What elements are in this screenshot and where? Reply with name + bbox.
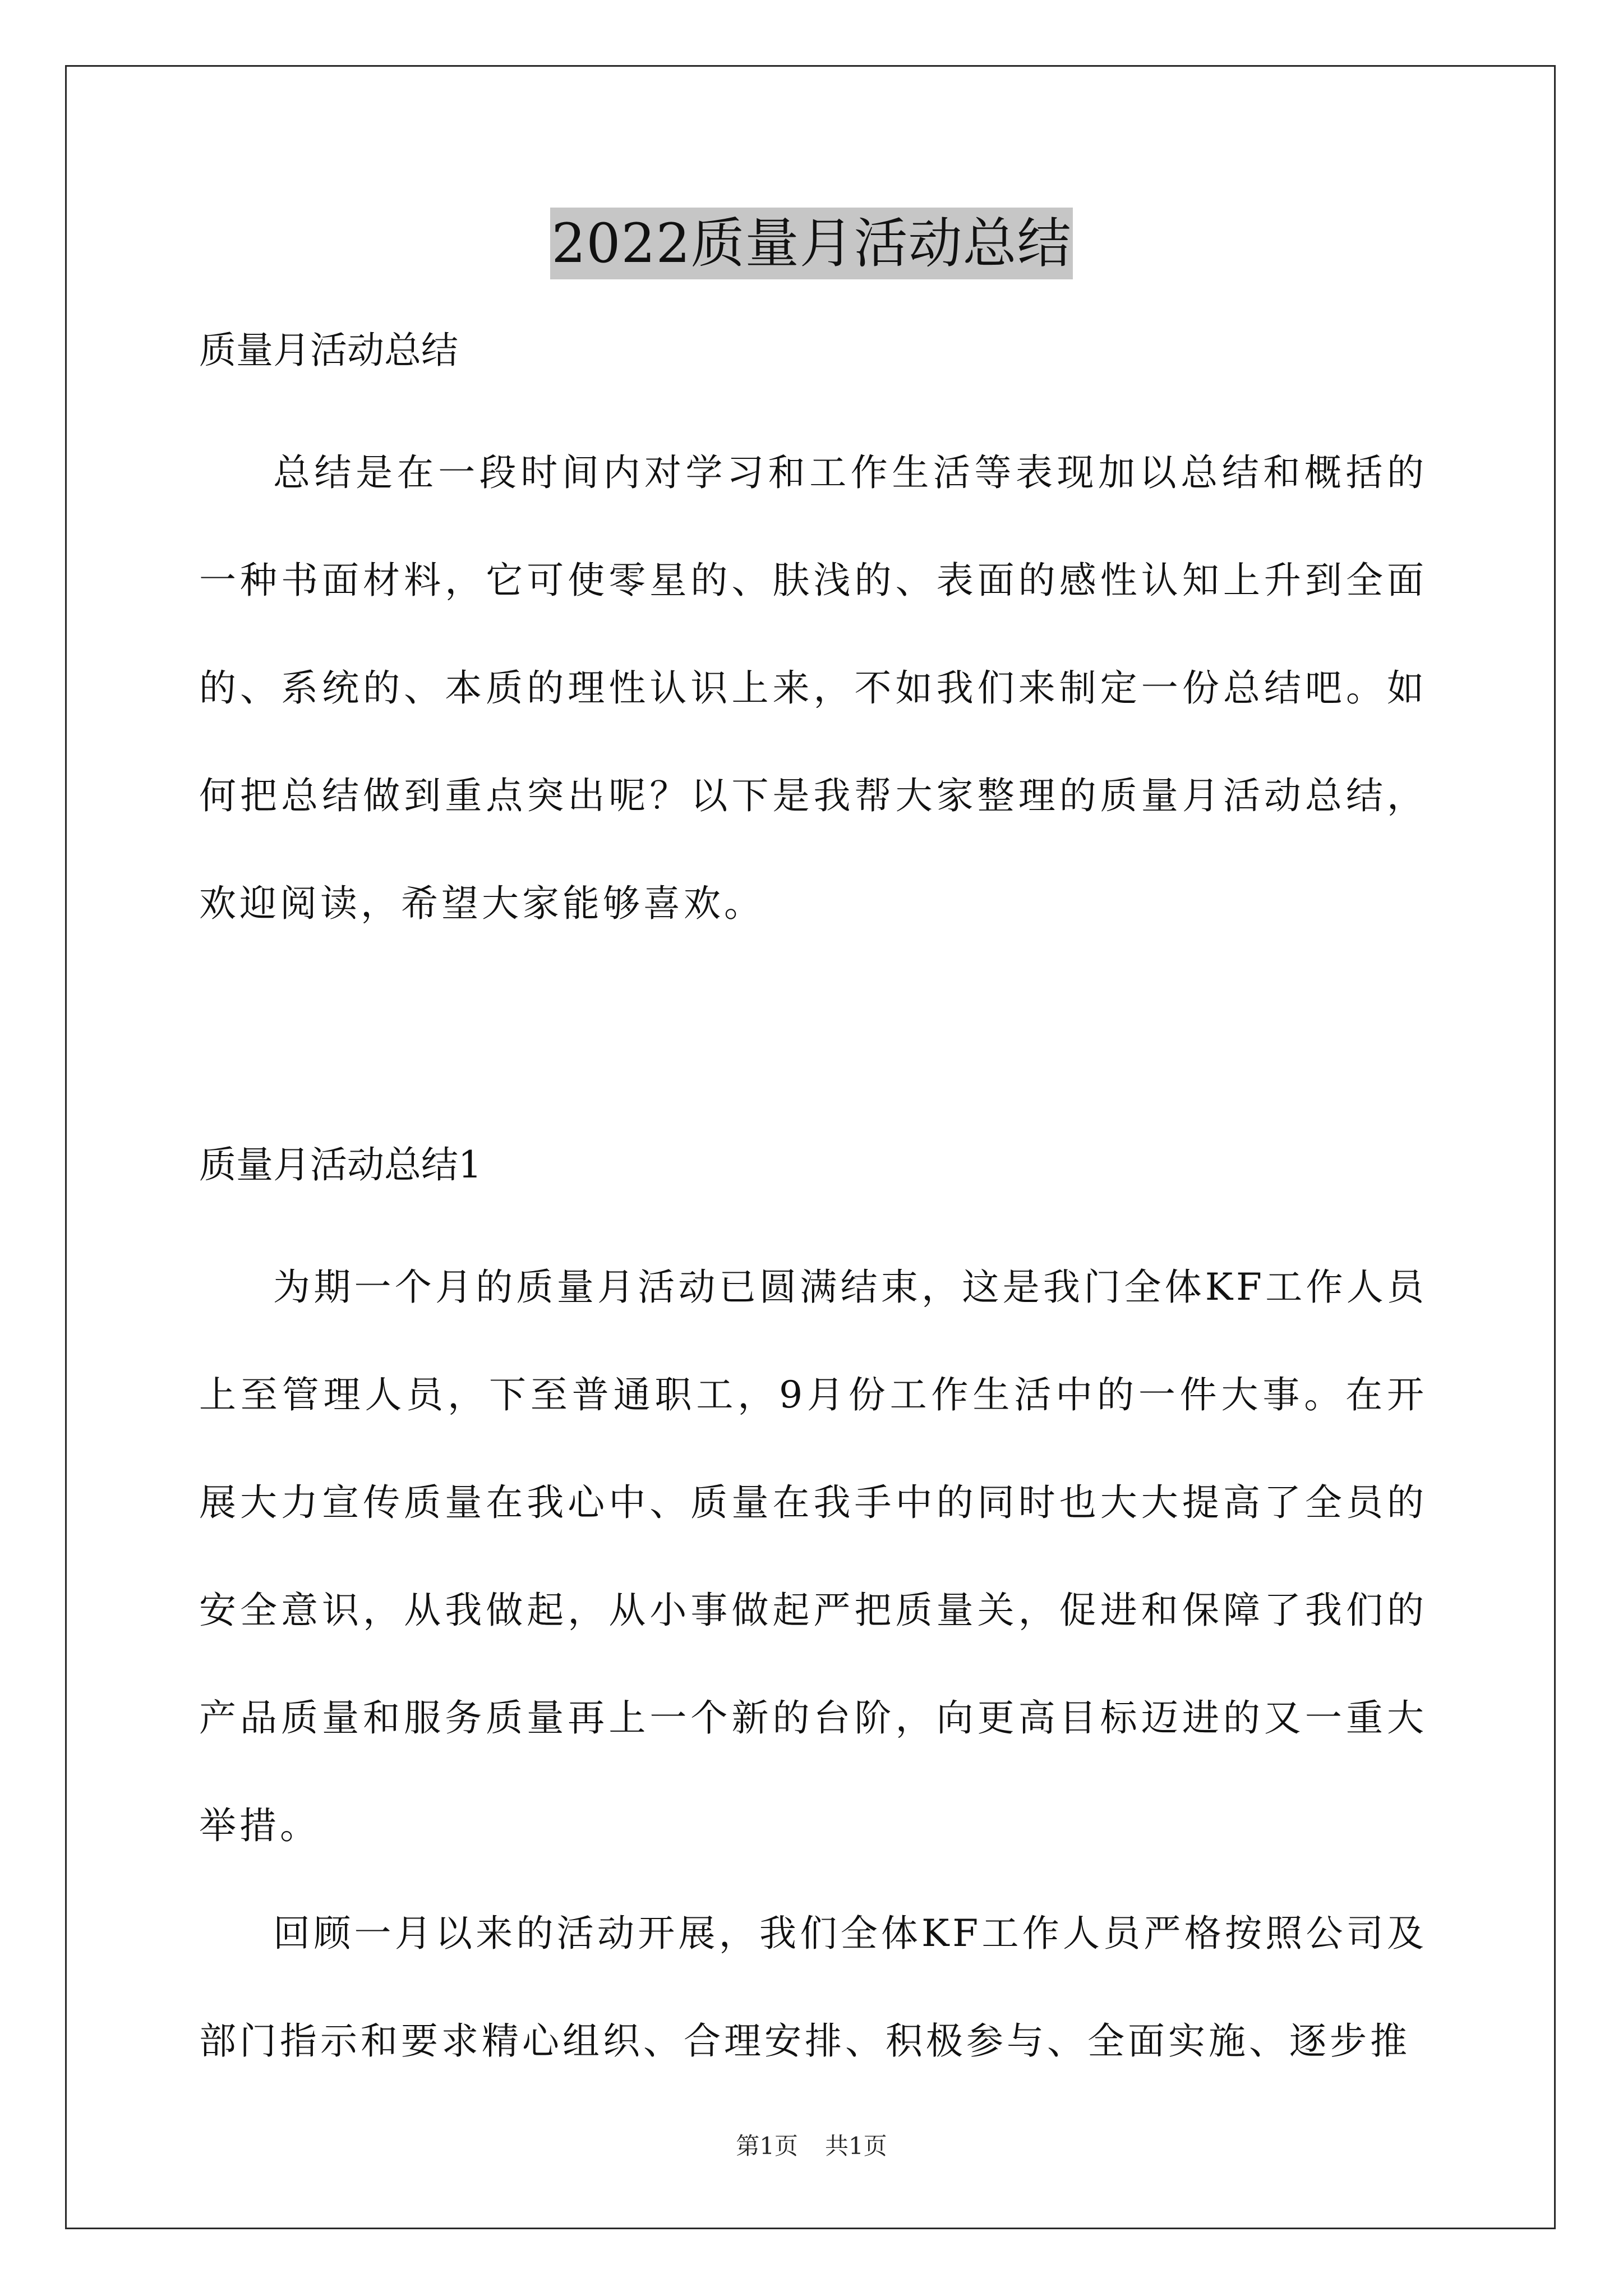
page-footer [0,2129,1623,2163]
title-container [0,208,1623,279]
section-heading: 质量月活动总结1 [199,1143,482,1186]
paragraph: 为期一个月的质量月活动已圆满结束，这是我门全体KF工作人员上至管理人员，下至普通职工，9月份工作生活中的一件大事。在开展大力宣传质量在我心中、质量在我手中的同时也大大提高了全员的安全意识，从我做起，从小事做起严把质量关，促进和保障了我们的产品质量和服务质量再上一个新的台阶，向更高目标迈进的又一重大举措。 [199,1266,1427,1847]
page-number: 第1页 [736,2132,798,2160]
document-title: 2022质量月活动总结 [550,208,1072,279]
paragraph: 回顾一月以来的活动开展，我们全体KF工作人员严格按照公司及部门指示和要求精心组织、合理安排、积极参与、全面实施、逐步推 [199,1912,1427,2063]
page-total: 共1页 [825,2132,887,2160]
paragraph: 总结是在一段时间内对学习和工作生活等表现加以总结和概括的一种书面材料，它可使零星的、肤浅的、表面的感性认知上升到全面的、系统的、本质的理性认识上来，不如我们来制定一份总结吧。如何把总结做到重点突出呢？以下是我帮大家整理的质量月活动总结，欢迎阅读，希望大家能够喜欢。 [199,451,1427,925]
document-body [199,311,1427,2095]
section-heading: 质量月活动总结 [199,329,458,372]
